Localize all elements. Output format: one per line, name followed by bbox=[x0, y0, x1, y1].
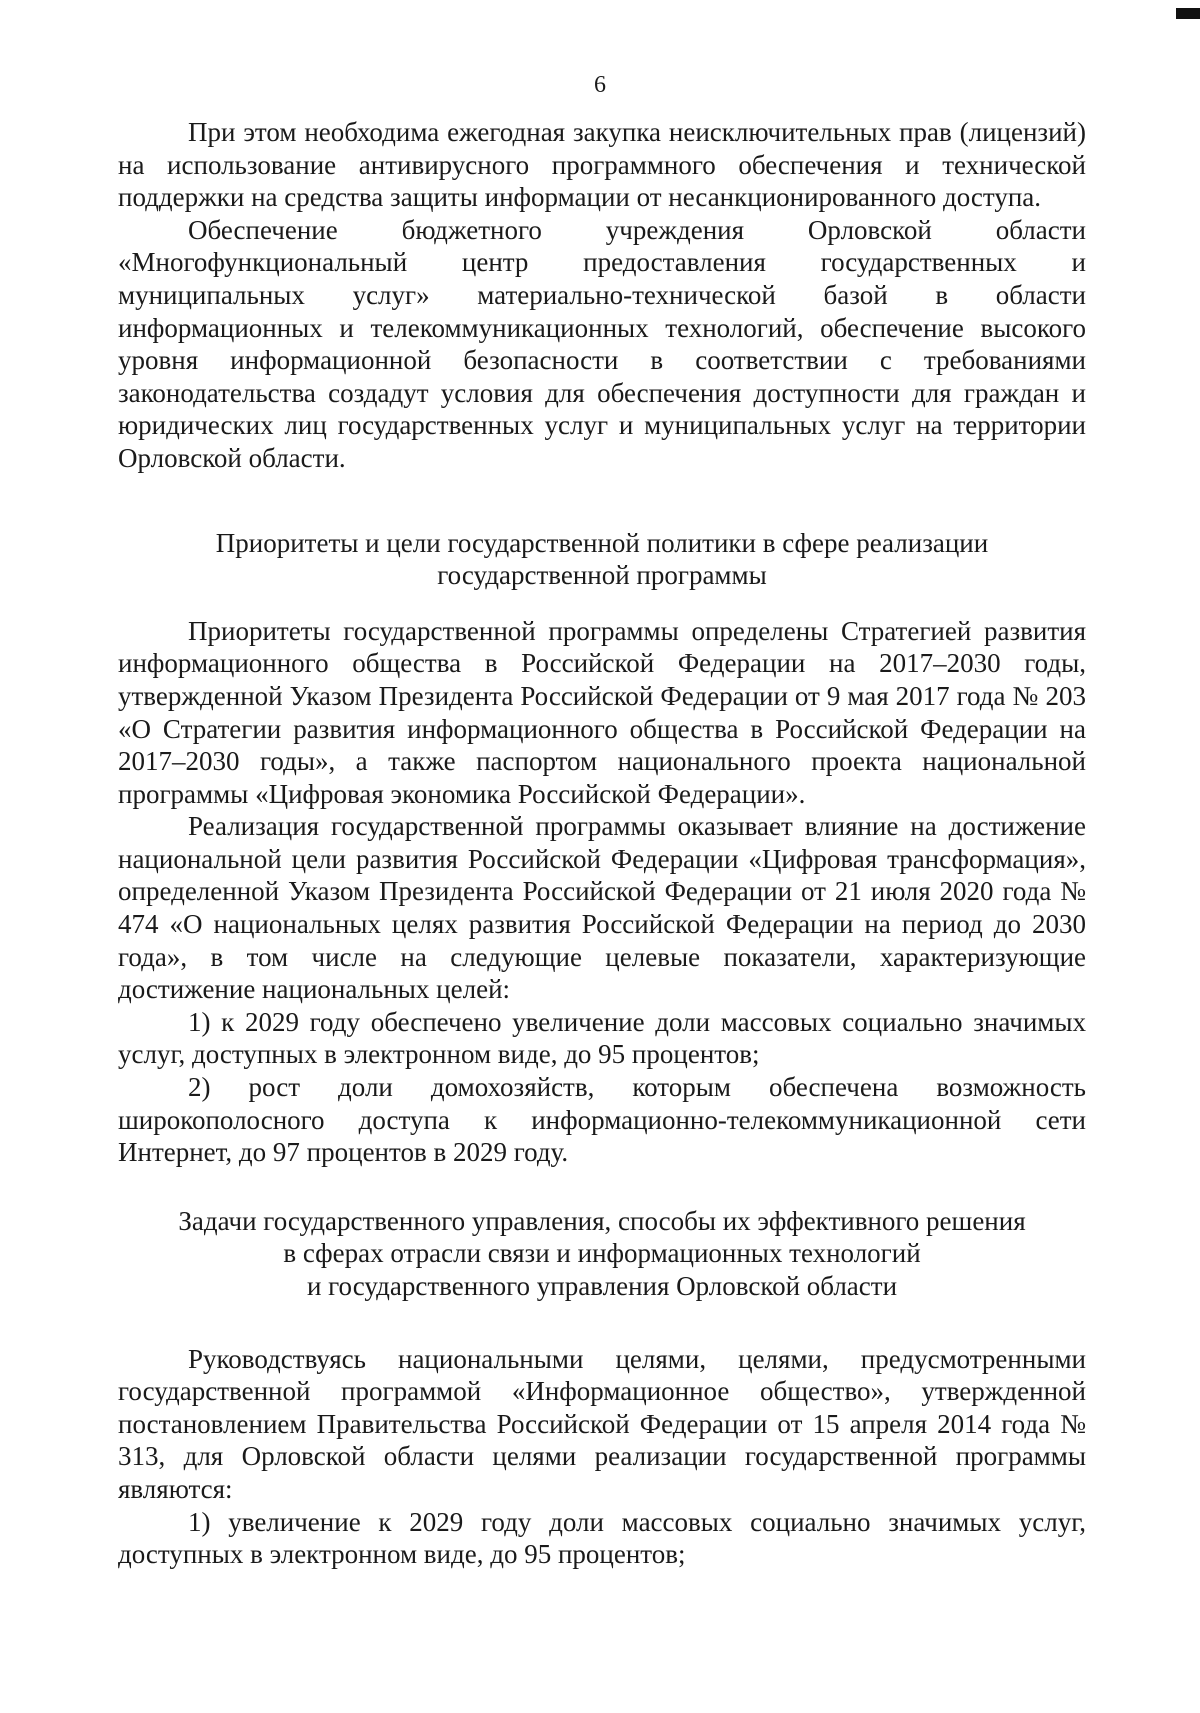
page-number: 6 bbox=[594, 72, 606, 98]
paragraph: Руководствуясь национальными целями, целями, предусмотренными государственной программой «Информационное общество», утвержденной постановлением Правительства Российской Федерации от 15 апреля 2014 года № 313, для Орловской области целями реализации государственной программы являются: bbox=[118, 1343, 1086, 1504]
section-title-priorities bbox=[118, 527, 1086, 592]
paragraph: При этом необходима ежегодная закупка неисключительных прав (лицензий) на использование антивирусного программного обеспечения и технической поддержки на средства защиты информации от несанкционированного доступа. bbox=[118, 117, 1086, 213]
document-body bbox=[118, 116, 1086, 1571]
paragraph: Обеспечение бюджетного учреждения Орловской области «Многофункциональный центр предоставления государственных и муниципальных услуг» материально-технической базой в области информационных и телекоммуникационных технологий, обеспечение высокого уровня информационной безопасности в соответствии с требованиями законодательства создадут условия для обеспечения доступности для граждан и юридических лиц государственных услуг и муниципальных услуг на территории Орловской области. bbox=[118, 214, 1086, 473]
section-title-line: государственной программы bbox=[437, 560, 767, 591]
paragraph: Реализация государственной программы оказывает влияние на достижение национальной цели развития Российской Федерации «Цифровая трансформация», определенной Указом Президента Российской Федерации от 21 июля 2020 года № 474 «О национальных целях развития Российской Федерации на период до 2030 года», в том числе на следующие целевые показатели, характеризующие достижение национальных целей: bbox=[118, 811, 1086, 1005]
section-title-tasks bbox=[118, 1205, 1086, 1303]
section-title-line: Задачи государственного управления, способы их эффективного решения bbox=[178, 1205, 1026, 1236]
section-title-line: в сферах отрасли связи и информационных технологий bbox=[283, 1238, 921, 1269]
list-item: 1) к 2029 году обеспечено увеличение доли массовых социально значимых услуг, доступных в электронном виде, до 95 процентов; bbox=[118, 1006, 1086, 1070]
section-title-line: и государственного управления Орловской области bbox=[306, 1271, 898, 1301]
paragraph: Приоритеты государственной программы определены Стратегией развития информационного общества в Российской Федерации на 2017–2030 годы, утвержденной Указом Президента Российской Федерации от 9 мая 2017 года № 203 «О Стратегии развития информационного общества в Российской Федерации на 2017–2030 годы», а также паспортом национального проекта национальной программы «Цифровая экономика Российской Федерации». bbox=[118, 615, 1086, 809]
list-item: 1) увеличение к 2029 году доли массовых социально значимых услуг, доступных в электронном виде, до 95 процентов; bbox=[118, 1506, 1086, 1570]
scan-edge-mark bbox=[1176, 8, 1200, 19]
section-title-line: Приоритеты и цели государственной политики в сфере реализации bbox=[215, 527, 989, 558]
list-item: 2) рост доли домохозяйств, которым обеспечена возможность широкополосного доступа к информационно-телекоммуникационной сети Интернет, до 97 процентов в 2029 году. bbox=[118, 1072, 1086, 1168]
